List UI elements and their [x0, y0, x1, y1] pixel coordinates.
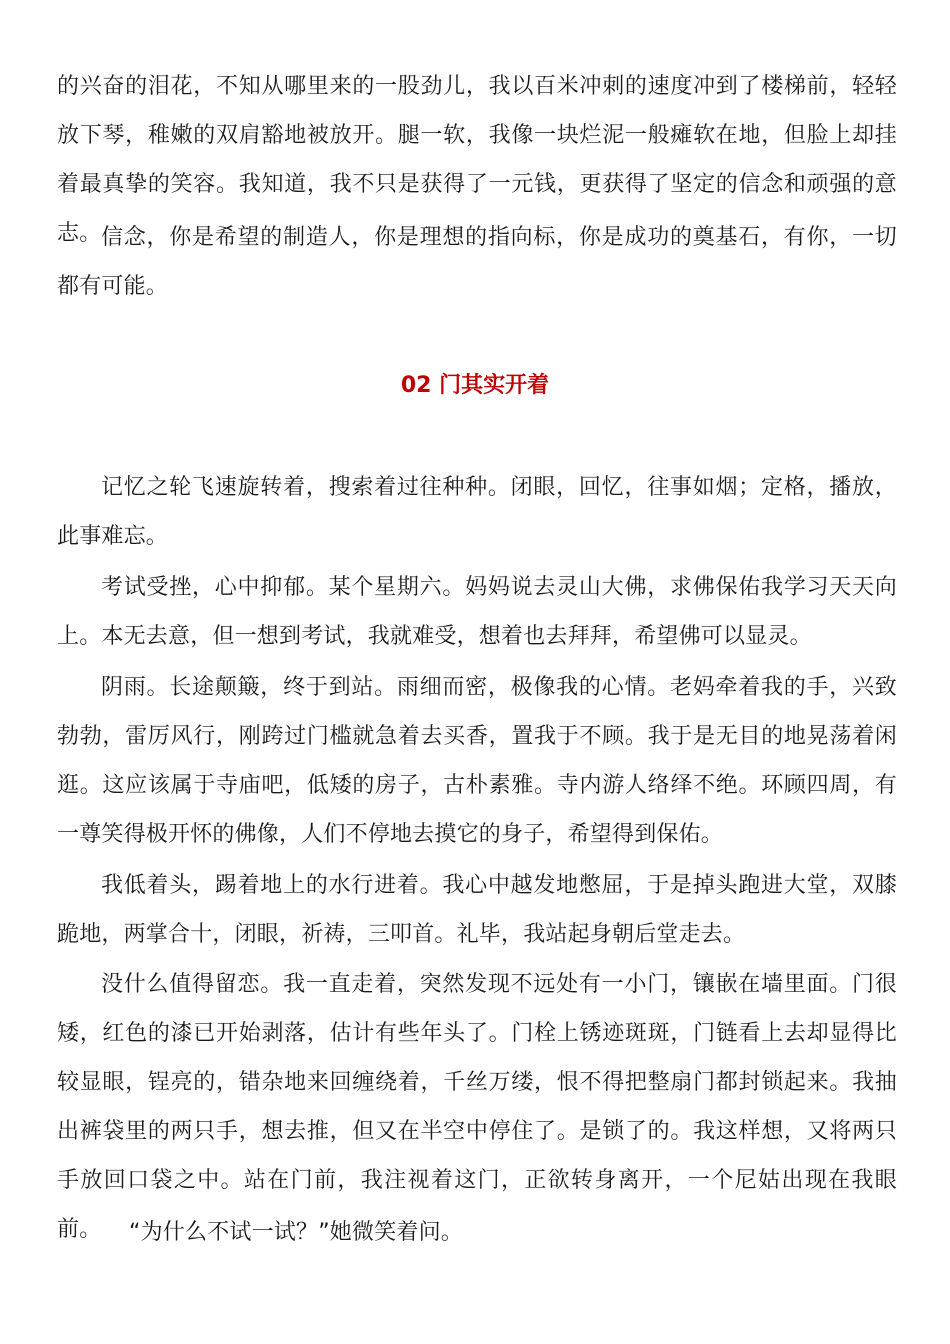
paragraph-6: 我低着头，踢着地上的水行进着。我心中越发地憋屈，于是掉头跑进大堂，双膝跪地，两掌合十，闭眼，祈祷，三叩首。礼毕，我站起身朝后堂走去。 [57, 873, 897, 947]
paragraph-1: 的兴奋的泪花，不知从哪里来的一股劲儿，我以百米冲刺的速度冲到了楼梯前，轻轻放下琴，稚嫩的双肩豁地被放开。腿一软，我像一块烂泥一般瘫软在地，但脸上却挂着最真挚的笑容。我知道，我不只是获得了一元钱，更获得了坚定的信念和顽强的意志。 [57, 74, 897, 246]
paragraph-4: 考试受挫，心中抑郁。某个星期六。妈妈说去灵山大佛，求佛保佑我学习天天向上。本无去意，但一想到考试，我就难受，想着也去拜拜，希望佛可以显灵。 [57, 575, 897, 649]
section-title: 02 门其实开着 [400, 373, 550, 398]
paragraph-2: 信念，你是希望的制造人，你是理想的指向标，你是成功的奠基石，有你，一切都有可能。 [57, 225, 897, 299]
paragraph-8: “为什么不试一试？”她微笑着问。 [129, 1220, 463, 1245]
paragraph-5: 阴雨。长途颠簸，终于到站。雨细而密，极像我的心情。老妈牵着我的手，兴致勃勃，雷厉风行，刚跨过门槛就急着去买香，置我于不顾。我于是无目的地晃荡着闲逛。这应该属于寺庙吧，低矮的房子，古朴素雅。寺内游人络绎不绝。环顾四周，有一尊笑得极开怀的佛像，人们不停地去摸它的身子，希望得到保佑。 [57, 675, 897, 847]
paragraph-3: 记忆之轮飞速旋转着，搜索着过往种种。闭眼，回忆，往事如烟；定格，播放，此事难忘。 [57, 475, 897, 549]
paragraph-7: 没什么值得留恋。我一直走着，突然发现不远处有一小门，镶嵌在墙里面。门很矮，红色的漆已开始剥落，估计有些年头了。门栓上锈迹斑斑，门链看上去却显得比较显眼，锃亮的，错杂地来回缠绕着，千丝万缕，恨不得把整扇门都封锁起来。我抽出裤袋里的两只手，想去推，但又在半空中停住了。是锁了的。我这样想，又将两只手放回口袋之中。站在门前，我注视着这门，正欲转身离开，一个尼姑出现在我眼前。 [57, 972, 897, 1242]
